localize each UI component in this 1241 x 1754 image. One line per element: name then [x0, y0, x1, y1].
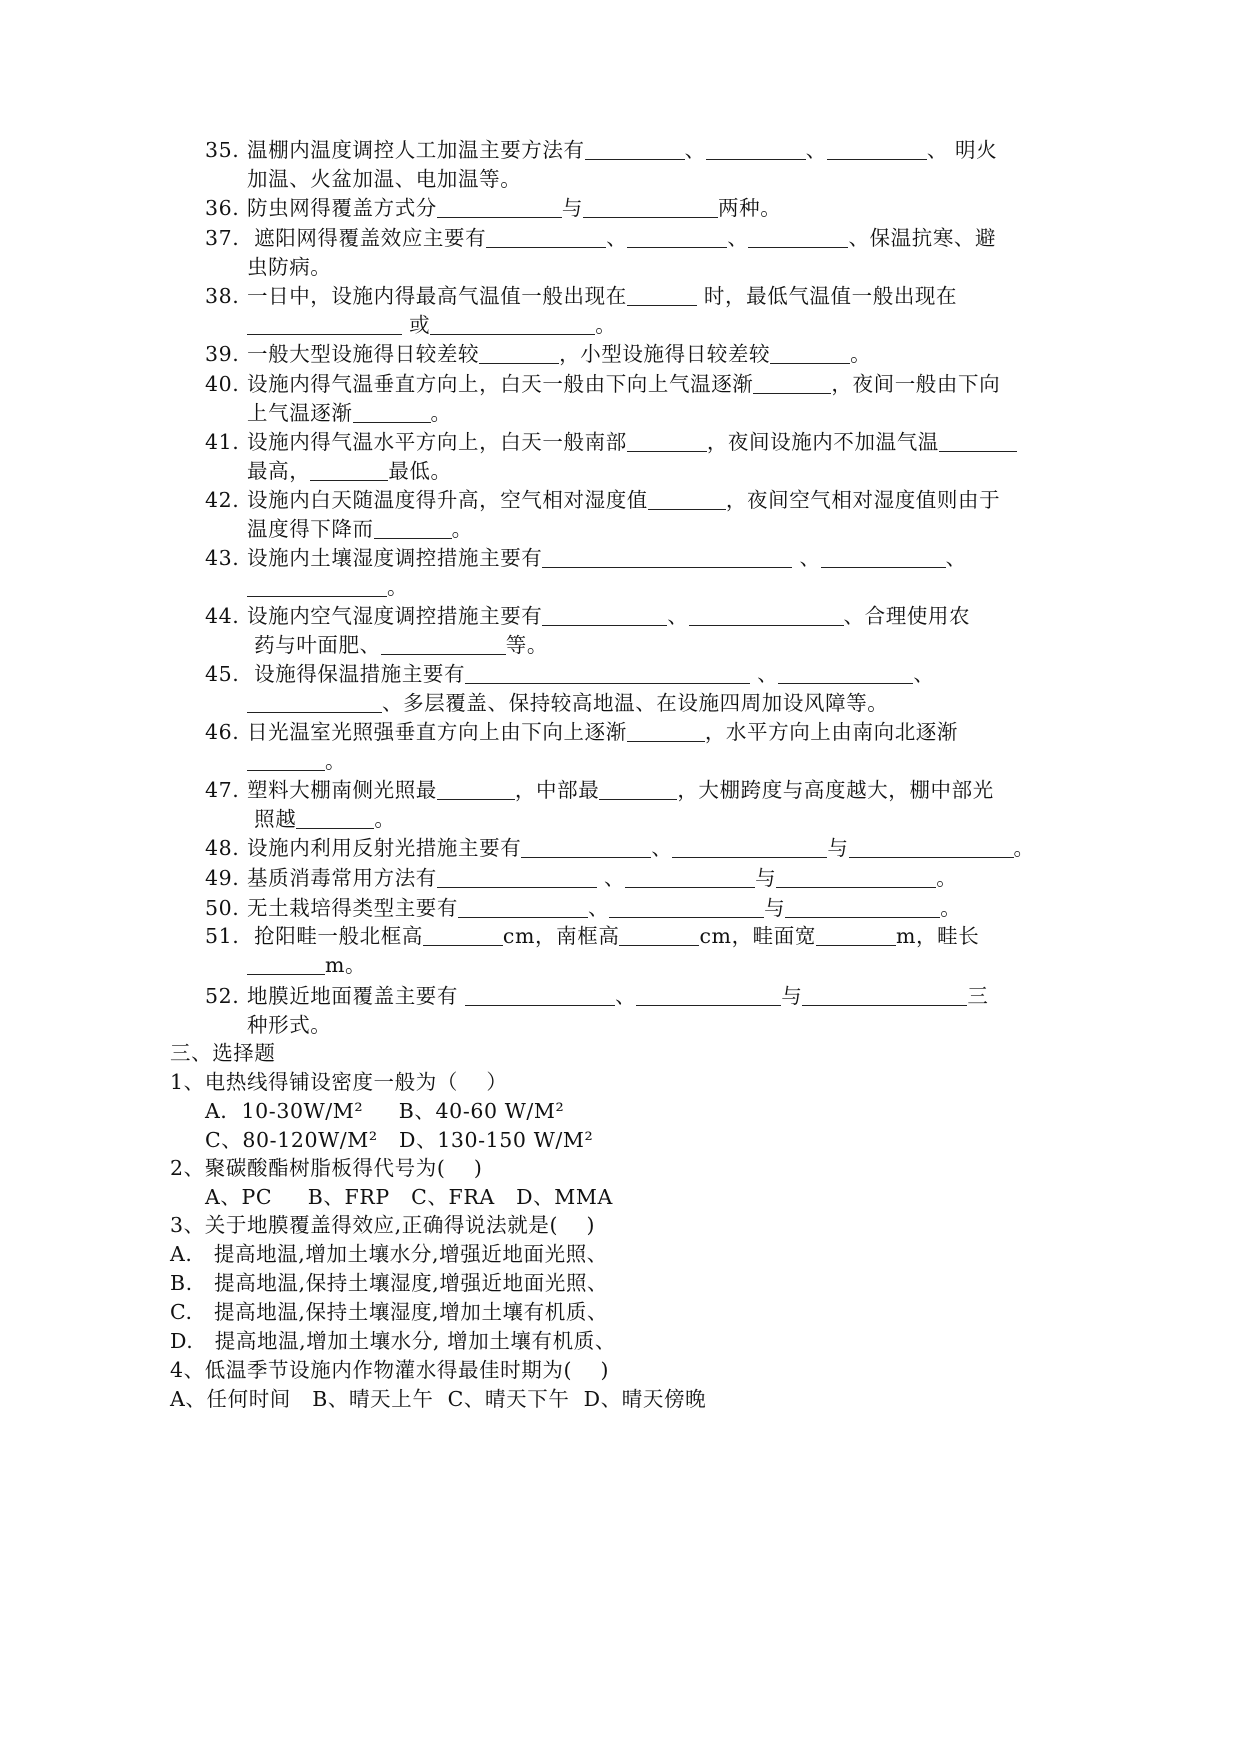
- answer-blank[interactable]: [247, 692, 382, 713]
- answer-blank[interactable]: [430, 314, 595, 335]
- question-number: 40.: [205, 372, 240, 396]
- question-text: 日光温室光照强垂直方向上由下向上逐渐: [247, 720, 627, 744]
- question-text: 两种。: [718, 196, 782, 220]
- question-text: 、: [750, 662, 779, 686]
- question-number: 52.: [205, 984, 240, 1008]
- question-text: 设施内空气湿度调控措施主要有: [247, 604, 543, 628]
- question-number: 46.: [205, 720, 240, 744]
- question-line: [247, 515, 473, 543]
- question-text: 。: [451, 517, 473, 541]
- question-text: 与: [781, 984, 803, 1008]
- question-text: 、 明火: [926, 138, 998, 162]
- answer-blank[interactable]: [689, 605, 844, 626]
- answer-blank[interactable]: [785, 897, 940, 918]
- answer-blank[interactable]: [479, 343, 559, 364]
- question-text: 、: [615, 984, 637, 1008]
- answer-blank[interactable]: [821, 547, 946, 568]
- question-number: 38.: [205, 284, 240, 308]
- question-text: 、: [684, 138, 706, 162]
- question-text: 上气温逐渐: [247, 401, 353, 425]
- question-number: 36.: [205, 196, 240, 220]
- question-text: 、: [596, 866, 626, 890]
- question-number: 37.: [205, 226, 240, 250]
- question-text: 。: [325, 749, 347, 773]
- question-text: ，小型设施得日较差较: [559, 342, 771, 366]
- question-line: [247, 1011, 331, 1039]
- question-text: 。: [595, 313, 617, 337]
- answer-blank[interactable]: [465, 663, 750, 684]
- question-text: 、: [913, 662, 935, 686]
- answer-blank[interactable]: [816, 925, 896, 946]
- answer-blank[interactable]: [585, 139, 685, 160]
- choice-question: 3、关于地膜覆盖得效应,正确得说法就是( ): [170, 1213, 596, 1237]
- choice-options: C、80-120W/M² D、130-150 W/M²: [205, 1128, 594, 1152]
- question-line: [247, 457, 452, 485]
- answer-blank[interactable]: [706, 139, 806, 160]
- question-number: 51.: [205, 924, 240, 948]
- question-line: [247, 631, 548, 659]
- question-text: 三: [967, 984, 989, 1008]
- answer-blank[interactable]: [627, 431, 707, 452]
- question-number: 47.: [205, 778, 240, 802]
- question-line: [247, 689, 888, 717]
- answer-blank[interactable]: [310, 460, 388, 481]
- question-line: [247, 194, 781, 222]
- question-text: 一般大型设施得日较差较: [247, 342, 480, 366]
- choice-option: C. 提高地温,保持土壤湿度,增加土壤有机质、: [170, 1300, 609, 1324]
- question-text: 加温、火盆加温、电加温等。: [247, 167, 522, 191]
- question-text: 设施内得气温水平方向上，白天一般南部: [247, 430, 627, 454]
- question-line: [247, 165, 521, 193]
- answer-blank[interactable]: [374, 518, 452, 539]
- answer-blank[interactable]: [770, 343, 850, 364]
- question-text: 防虫网得覆盖方式分: [247, 196, 437, 220]
- question-text: ，夜间空气相对湿度值则由于: [725, 488, 1001, 512]
- question-text: 或: [402, 313, 431, 337]
- question-text: 温棚内温度调控人工加温主要方法有: [247, 138, 585, 162]
- question-text: 。: [1013, 836, 1035, 860]
- question-line: [247, 982, 988, 1010]
- question-number: 48.: [205, 836, 240, 860]
- question-text: 种形式。: [247, 1013, 332, 1037]
- question-text: 。: [850, 342, 872, 366]
- question-number: 39.: [205, 342, 240, 366]
- question-number: 44.: [205, 604, 240, 628]
- answer-blank[interactable]: [776, 867, 936, 888]
- question-text: 、: [945, 546, 967, 570]
- question-line: [247, 370, 1000, 398]
- question-text: 虫防病。: [247, 255, 332, 279]
- question-number: 49.: [205, 866, 240, 890]
- answer-blank[interactable]: [542, 547, 792, 568]
- question-text: 、: [667, 604, 689, 628]
- question-line: [247, 834, 1035, 862]
- question-line: [247, 486, 1000, 514]
- question-text: ，中部最: [514, 778, 600, 802]
- question-text: 与: [827, 836, 849, 860]
- question-text: 塑料大棚南侧光照最: [247, 778, 437, 802]
- question-text: 等。: [505, 633, 548, 657]
- question-text: 遮阳网得覆盖效应主要有: [247, 226, 487, 250]
- question-text: ，大棚跨度与高度越大，棚中部光: [677, 778, 994, 802]
- answer-blank[interactable]: [437, 779, 515, 800]
- question-text: 、: [792, 546, 821, 570]
- answer-blank[interactable]: [521, 837, 651, 858]
- question-text: 抢阳畦一般北框高: [247, 924, 423, 948]
- question-text: m，畦长: [895, 924, 980, 948]
- question-line: [247, 776, 994, 804]
- question-line: [247, 718, 958, 746]
- question-line: [247, 922, 979, 950]
- question-line: [247, 894, 961, 922]
- answer-blank[interactable]: [296, 808, 374, 829]
- question-line: [247, 136, 997, 164]
- choice-options: A．10-30W/M² B、40-60 W/M²: [205, 1099, 565, 1123]
- choice-question: 4、低温季节设施内作物灌水得最佳时期为( ): [170, 1358, 610, 1382]
- question-line: [247, 951, 366, 979]
- answer-blank[interactable]: [542, 605, 667, 626]
- answer-blank[interactable]: [247, 314, 402, 335]
- question-text: 、保温抗寒、避: [848, 226, 997, 250]
- answer-blank[interactable]: [247, 750, 325, 771]
- question-line: [247, 399, 452, 427]
- section-title: 三、选择题: [170, 1041, 276, 1065]
- question-text: 最高，: [247, 459, 311, 483]
- answer-blank[interactable]: [753, 373, 831, 394]
- answer-blank[interactable]: [458, 897, 588, 918]
- question-text: 时，最低气温值一般出现在: [696, 284, 958, 308]
- question-text: ，夜间设施内不加温气温: [706, 430, 939, 454]
- answer-blank[interactable]: [465, 985, 615, 1006]
- question-text: 。: [936, 866, 958, 890]
- answer-blank[interactable]: [583, 197, 718, 218]
- answer-blank[interactable]: [849, 837, 1014, 858]
- answer-blank[interactable]: [247, 576, 387, 597]
- answer-blank[interactable]: [619, 925, 699, 946]
- question-line: [247, 428, 1017, 456]
- question-text: cm，畦面宽: [699, 924, 816, 948]
- choice-option: A、任何时间 B、晴天上午 C、晴天下午 D、晴天傍晚: [170, 1387, 707, 1411]
- answer-blank[interactable]: [486, 227, 606, 248]
- question-line: [247, 602, 970, 630]
- choice-option: B. 提高地温,保持土壤湿度,增强近地面光照、: [170, 1271, 609, 1295]
- question-text: 设施内白天随温度得升高，空气相对湿度值: [247, 488, 648, 512]
- question-text: 、合理使用农: [843, 604, 971, 628]
- question-line: [247, 340, 871, 368]
- answer-blank[interactable]: [599, 779, 677, 800]
- question-text: cm，南框高: [502, 924, 620, 948]
- question-line: [247, 224, 996, 252]
- answer-blank[interactable]: [625, 867, 755, 888]
- answer-blank[interactable]: [748, 227, 848, 248]
- choice-option: D. 提高地温,增加土壤水分, 增加土壤有机质、: [170, 1329, 616, 1353]
- answer-blank[interactable]: [609, 897, 764, 918]
- question-text: 设施内土壤湿度调控措施主要有: [247, 546, 543, 570]
- question-text: ，夜间一般由下向: [831, 372, 1001, 396]
- question-text: 、: [805, 138, 827, 162]
- question-text: 与: [561, 196, 584, 220]
- answer-blank[interactable]: [827, 139, 927, 160]
- question-text: 。: [940, 896, 962, 920]
- answer-blank[interactable]: [802, 985, 967, 1006]
- question-number: 45.: [205, 662, 240, 686]
- question-text: 与: [755, 866, 777, 890]
- question-line: [247, 864, 957, 892]
- question-number: 35.: [205, 138, 240, 162]
- question-text: 设施内得气温垂直方向上，白天一般由下向上气温逐渐: [247, 372, 754, 396]
- answer-blank[interactable]: [778, 663, 913, 684]
- question-number: 50.: [205, 896, 240, 920]
- question-text: 药与叶面肥、: [247, 633, 381, 657]
- question-line: [247, 311, 616, 339]
- question-line: [247, 660, 934, 688]
- choice-question: 2、聚碳酸酯树脂板得代号为( ): [170, 1156, 483, 1180]
- question-text: 、: [651, 836, 673, 860]
- answer-blank[interactable]: [627, 285, 697, 306]
- question-number: 41.: [205, 430, 240, 454]
- question-text: m。: [325, 953, 367, 977]
- question-line: [247, 747, 346, 775]
- choice-option: A. 提高地温,增加土壤水分,增强近地面光照、: [170, 1242, 608, 1266]
- question-text: 设施得保温措施主要有: [247, 662, 466, 686]
- question-text: 一日中，设施内得最高气温值一般出现在: [247, 284, 627, 308]
- question-text: 。: [430, 401, 452, 425]
- question-text: 照越: [247, 807, 297, 831]
- answer-blank[interactable]: [423, 925, 503, 946]
- answer-blank[interactable]: [437, 197, 562, 218]
- question-text: 、: [588, 896, 610, 920]
- question-number: 43.: [205, 546, 240, 570]
- answer-blank[interactable]: [627, 227, 727, 248]
- answer-blank[interactable]: [247, 954, 325, 975]
- answer-blank[interactable]: [381, 634, 506, 655]
- question-text: 基质消毒常用方法有: [247, 866, 437, 890]
- question-line: [247, 282, 957, 310]
- answer-blank[interactable]: [939, 431, 1017, 452]
- question-line: [247, 805, 395, 833]
- question-text: 。: [387, 575, 409, 599]
- question-text: 、多层覆盖、保持较高地温、在设施四周加设风障等。: [382, 691, 889, 715]
- answer-blank[interactable]: [437, 867, 597, 888]
- question-text: 最低。: [388, 459, 452, 483]
- question-text: 温度得下降而: [247, 517, 374, 541]
- question-text: 。: [374, 807, 396, 831]
- question-number: 42.: [205, 488, 240, 512]
- answer-blank[interactable]: [353, 402, 431, 423]
- answer-blank[interactable]: [627, 721, 705, 742]
- question-text: 无土栽培得类型主要有: [247, 896, 458, 920]
- answer-blank[interactable]: [636, 985, 781, 1006]
- choice-options: A、PC B、FRP C、FRA D、MMA: [205, 1185, 613, 1209]
- question-text: 与: [764, 896, 786, 920]
- answer-blank[interactable]: [672, 837, 827, 858]
- question-text: 、: [606, 226, 628, 250]
- question-text: ，水平方向上由南向北逐渐: [704, 720, 959, 744]
- answer-blank[interactable]: [648, 489, 726, 510]
- question-line: [247, 573, 408, 601]
- question-text: 地膜近地面覆盖主要有: [247, 984, 466, 1008]
- question-text: 设施内利用反射光措施主要有: [247, 836, 522, 860]
- question-line: [247, 253, 331, 281]
- question-text: 、: [727, 226, 749, 250]
- question-line: [247, 544, 967, 572]
- choice-question: 1、电热线得铺设密度一般为（ ）: [170, 1070, 508, 1094]
